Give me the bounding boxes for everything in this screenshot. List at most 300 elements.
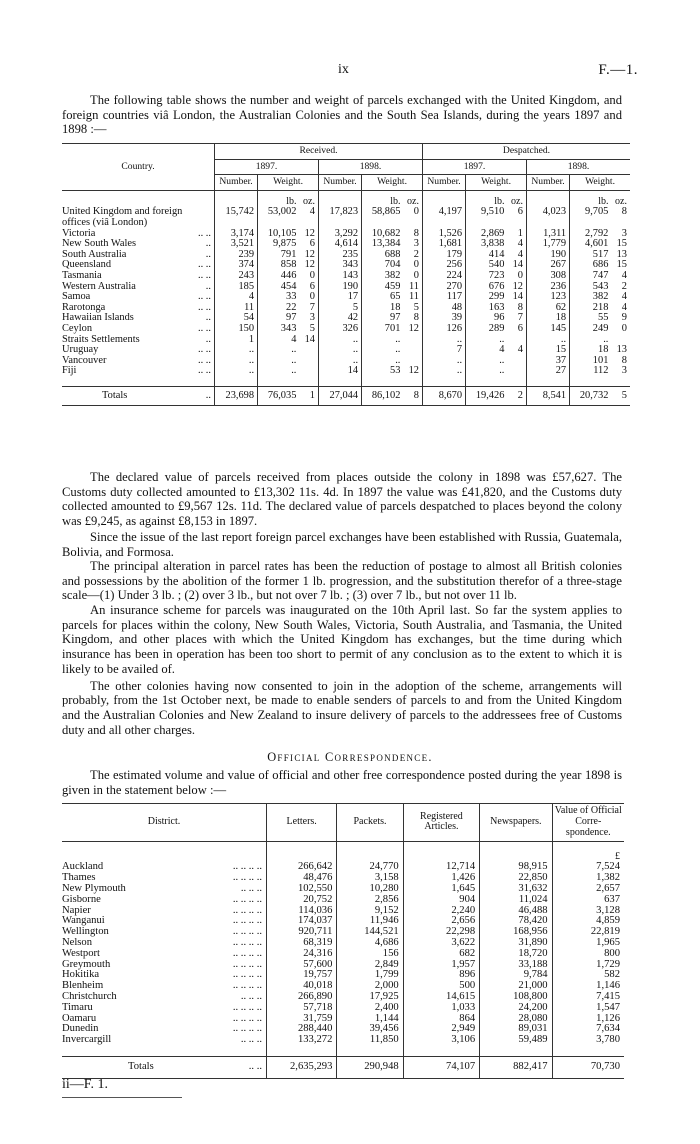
registered-cell: 1,645 — [403, 884, 479, 895]
table-row — [62, 1035, 624, 1056]
parcels-table — [62, 143, 630, 406]
number-cell: .. — [215, 345, 258, 356]
district-name: Timaru — [62, 1001, 93, 1013]
number-cell: 15 — [527, 345, 570, 356]
country-name: Vancouver — [62, 354, 107, 366]
packets-cell: 144,521 — [337, 927, 403, 938]
lb-value: 414 — [488, 248, 505, 260]
weight-cell — [258, 345, 319, 356]
newspapers-cell: 31,890 — [480, 938, 552, 949]
district-name: Wellington — [62, 926, 109, 938]
value-cell: 7,524 — [552, 862, 624, 873]
district-name: Hokitika — [62, 969, 100, 981]
number-cell: 27 — [527, 366, 570, 386]
oz-value: 9 — [621, 312, 627, 324]
lb-value: .. — [291, 365, 297, 377]
number-cell: 185 — [215, 282, 258, 293]
lb-value: 101 — [592, 354, 609, 366]
country-name: Samoa — [62, 291, 91, 303]
oz-value: 0 — [413, 206, 419, 218]
packets-cell: 9,152 — [337, 906, 403, 917]
letters-cell: 174,037 — [267, 916, 337, 927]
leader-dots: .. .. .. .. — [232, 872, 262, 884]
table-row — [62, 356, 630, 367]
packets-cell: 1,799 — [337, 970, 403, 981]
oz-value: 0 — [309, 269, 315, 281]
weight-cell — [466, 345, 527, 356]
lb-value: 454 — [280, 280, 297, 292]
number-cell: 150 — [215, 324, 258, 335]
total-newspapers-cell: 882,417 — [480, 1056, 552, 1078]
footer-rule — [62, 1097, 182, 1098]
country-name: United Kingdom and foreign offices (viâ London) — [62, 206, 183, 228]
lb-unit: lb. — [494, 195, 505, 207]
total-packets-cell: 290,948 — [337, 1056, 403, 1078]
number-cell: 224 — [423, 271, 466, 282]
newspapers-header: Newspapers. — [480, 804, 552, 841]
leader-dots: .. .. .. .. — [232, 980, 262, 992]
table-row — [62, 949, 624, 960]
weight-cell — [258, 324, 319, 335]
registered-cell: 3,106 — [403, 1035, 479, 1056]
number-cell: .. — [319, 356, 362, 367]
leader-dots: .. .. .. .. — [232, 1001, 262, 1013]
lb-value: 97 — [286, 312, 297, 324]
total-lb-value: 86,102 — [371, 389, 401, 401]
lb-value: 163 — [488, 301, 505, 313]
lb-value: 517 — [592, 248, 609, 260]
oz-value: 2 — [413, 248, 419, 260]
letters-cell: 57,718 — [267, 1003, 337, 1014]
number-cell: 256 — [423, 260, 466, 271]
year-header: 1898. — [527, 159, 631, 175]
table-row — [62, 207, 630, 228]
number-cell: 308 — [527, 271, 570, 282]
registered-cell: 1,033 — [403, 1003, 479, 1014]
newspapers-cell: 78,420 — [480, 916, 552, 927]
lb-value: .. — [499, 354, 505, 366]
total-weight-cell — [466, 386, 527, 406]
district-name: Invercargill — [62, 1034, 112, 1046]
lb-value: 58,865 — [371, 206, 401, 218]
oz-value: 4 — [621, 291, 627, 303]
unit-row — [62, 841, 624, 862]
lb-value: 4 — [291, 333, 297, 345]
country-name: Queensland — [62, 259, 112, 271]
registered-cell: 2,949 — [403, 1024, 479, 1035]
leader-dots: .. .. — [198, 269, 211, 281]
value-cell: 582 — [552, 970, 624, 981]
leader-dots: .. .. .. .. — [232, 893, 262, 905]
parcels-table-body — [62, 190, 630, 406]
oz-value: 8 — [621, 354, 627, 366]
oz-value: 13 — [616, 248, 627, 260]
number-cell: 243 — [215, 271, 258, 282]
number-cell: 239 — [215, 250, 258, 261]
oz-value: 3 — [413, 238, 419, 250]
lb-value: 249 — [592, 322, 609, 334]
number-cell: 235 — [319, 250, 362, 261]
country-name: Uruguay — [62, 344, 99, 356]
number-cell: 190 — [527, 250, 570, 261]
number-cell: 37 — [527, 356, 570, 367]
newspapers-cell: 21,000 — [480, 981, 552, 992]
weight-unit-cell — [570, 190, 630, 207]
district-cell — [62, 895, 267, 906]
lb-value: 676 — [488, 280, 505, 292]
unit-spacer — [62, 841, 267, 862]
oz-value: 3 — [621, 365, 627, 377]
leader-dots: .. — [205, 238, 211, 250]
packets-cell: 3,158 — [337, 873, 403, 884]
newspapers-cell: 9,784 — [480, 970, 552, 981]
lb-value: 13,384 — [371, 238, 401, 250]
weight-cell — [258, 207, 319, 228]
year-header: 1897. — [215, 159, 319, 175]
letters-cell: 40,018 — [267, 981, 337, 992]
oz-value: 5 — [413, 301, 419, 313]
unit-spacer — [267, 841, 337, 862]
lb-value: 10,105 — [267, 227, 297, 239]
leader-dots: .. .. — [198, 365, 211, 377]
leader-dots: .. .. — [198, 301, 211, 313]
number-cell: 123 — [527, 292, 570, 303]
number-cell: 236 — [527, 282, 570, 293]
value-cell: 3,780 — [552, 1035, 624, 1056]
value-cell: 1,547 — [552, 1003, 624, 1014]
packets-cell: 17,925 — [337, 992, 403, 1003]
total-number-cell: 8,541 — [527, 386, 570, 406]
letters-cell: 31,759 — [267, 1014, 337, 1025]
table-row — [62, 292, 630, 303]
page-number: ix — [338, 62, 349, 77]
total-lb-value: 20,732 — [579, 389, 609, 401]
oz-value: 11 — [408, 280, 419, 292]
lb-value: 53,002 — [267, 206, 297, 218]
lb-value: 18 — [598, 344, 609, 356]
lb-value: 543 — [592, 280, 609, 292]
number-cell: 15,742 — [215, 207, 258, 228]
packets-cell: 2,400 — [337, 1003, 403, 1014]
value-cell: 637 — [552, 895, 624, 906]
leader-dots: .. .. .. .. — [232, 936, 262, 948]
country-cell — [62, 207, 215, 228]
number-cell: 267 — [527, 260, 570, 271]
lb-value: 3,838 — [481, 238, 505, 250]
weight-header: Weight. — [258, 175, 319, 191]
oz-value: 8 — [413, 312, 419, 324]
number-cell: 7 — [423, 345, 466, 356]
packets-cell: 2,000 — [337, 981, 403, 992]
newspapers-cell: 46,488 — [480, 906, 552, 917]
lb-value: .. — [395, 354, 401, 366]
lb-value: 446 — [280, 269, 297, 281]
number-cell: 126 — [423, 324, 466, 335]
currency-unit: £ — [552, 841, 624, 862]
oz-value: 12 — [512, 280, 523, 292]
oz-value: 7 — [309, 301, 315, 313]
leader-dots: .. .. .. — [240, 1034, 262, 1046]
lb-value: .. — [603, 333, 609, 345]
lb-value: 858 — [280, 259, 297, 271]
weight-cell — [362, 207, 423, 228]
total-lb-value: 76,035 — [267, 389, 297, 401]
official-table-body — [62, 841, 624, 1078]
country-name: Rarotonga — [62, 301, 106, 313]
lb-value: 2,792 — [585, 227, 609, 239]
number-cell: .. — [423, 356, 466, 367]
lb-value: 96 — [494, 312, 505, 324]
weight-cell — [466, 324, 527, 335]
district-name: Blenheim — [62, 980, 104, 992]
lb-value: .. — [395, 333, 401, 345]
packets-cell: 1,144 — [337, 1014, 403, 1025]
country-name: New South Wales — [62, 238, 137, 250]
value-cell: 7,634 — [552, 1024, 624, 1035]
value-cell: 4,859 — [552, 916, 624, 927]
lb-value: 704 — [384, 259, 401, 271]
lb-value: 53 — [390, 365, 401, 377]
oz-value: 6 — [517, 206, 523, 218]
lb-value: 65 — [390, 291, 401, 303]
leader-dots: .. .. .. .. — [232, 904, 262, 916]
leader-dots: .. .. — [198, 227, 211, 239]
oz-value: 4 — [621, 301, 627, 313]
number-cell: 4,023 — [527, 207, 570, 228]
leader-dots: .. — [205, 389, 211, 401]
oz-value: 4 — [517, 248, 523, 260]
leader-dots: .. .. — [248, 1060, 262, 1072]
value-cell: 3,128 — [552, 906, 624, 917]
number-cell: 3,292 — [319, 229, 362, 240]
registered-cell: 1,957 — [403, 960, 479, 971]
letters-cell: 68,319 — [267, 938, 337, 949]
leader-dots: .. — [205, 248, 211, 260]
oz-value: 5 — [309, 322, 315, 334]
value-cell: 1,729 — [552, 960, 624, 971]
oz-value: 0 — [413, 269, 419, 281]
table-row — [62, 345, 630, 356]
district-name: Dunedin — [62, 1023, 99, 1035]
registered-cell: 2,656 — [403, 916, 479, 927]
newspapers-cell: 11,024 — [480, 895, 552, 906]
oz-value: 8 — [413, 227, 419, 239]
number-cell: .. — [215, 366, 258, 386]
oz-value: 0 — [517, 269, 523, 281]
paragraph: The other colonies having now consented to join in the adoption of the scheme, arrangements will probably, from the 1st October next, be made to enable senders of parcels to and from the United Kingdom and the Australian Colonies and New Zealand to insure delivery of parcels to the addressees free of Customs duty and all other charges. — [62, 678, 622, 737]
letters-cell: 266,890 — [267, 992, 337, 1003]
lb-value: 22 — [286, 301, 297, 313]
oz-value: 8 — [517, 301, 523, 313]
total-registered-cell: 74,107 — [403, 1056, 479, 1078]
number-header: Number. — [319, 175, 362, 191]
district-cell — [62, 1035, 267, 1056]
table-row — [62, 895, 624, 906]
oz-unit: oz. — [615, 195, 627, 207]
leader-dots: .. .. .. — [240, 990, 262, 1002]
received-header: Received. — [215, 144, 423, 160]
number-cell: 5 — [319, 303, 362, 314]
number-cell: .. — [423, 335, 466, 346]
table-row — [62, 271, 630, 282]
number-cell: .. — [423, 366, 466, 386]
oz-value: 4 — [517, 238, 523, 250]
lb-value: 791 — [280, 248, 297, 260]
number-cell: 17,823 — [319, 207, 362, 228]
oz-value: 3 — [309, 312, 315, 324]
table-row — [62, 366, 630, 386]
weight-cell — [466, 207, 527, 228]
number-cell: 326 — [319, 324, 362, 335]
number-cell: 343 — [319, 260, 362, 271]
district-name: Westport — [62, 947, 100, 959]
newspapers-cell: 33,188 — [480, 960, 552, 971]
number-cell: .. — [319, 335, 362, 346]
unit-spacer — [480, 841, 552, 862]
oz-value: 7 — [517, 312, 523, 324]
weight-unit-cell — [258, 190, 319, 207]
registered-cell: 1,426 — [403, 873, 479, 884]
packets-cell: 10,280 — [337, 884, 403, 895]
number-cell: 62 — [527, 303, 570, 314]
weight-cell — [466, 271, 527, 282]
totals-label-cell — [62, 386, 215, 406]
weight-cell — [570, 271, 630, 282]
lb-value: 9,705 — [585, 206, 609, 218]
packets-cell: 4,686 — [337, 938, 403, 949]
number-cell: 1,779 — [527, 239, 570, 250]
weight-cell — [362, 271, 423, 282]
lb-value: 299 — [488, 291, 505, 303]
official-intro: The estimated volume and value of official and other free correspondence posted during the year 1898 is given in the statement below :— — [62, 767, 622, 797]
leader-dots: .. .. .. .. — [232, 969, 262, 981]
newspapers-cell: 28,080 — [480, 1014, 552, 1025]
table-row — [62, 1003, 624, 1014]
number-cell: .. — [215, 356, 258, 367]
weight-cell — [362, 324, 423, 335]
lb-unit: lb. — [390, 195, 401, 207]
weight-cell — [362, 345, 423, 356]
weight-header: Weight. — [466, 175, 527, 191]
lb-value: 4 — [499, 344, 505, 356]
document-reference: F.—1. — [598, 62, 638, 78]
newspapers-cell: 22,850 — [480, 873, 552, 884]
weight-unit-cell — [362, 190, 423, 207]
weight-cell — [362, 335, 423, 346]
newspapers-cell: 59,489 — [480, 1035, 552, 1056]
district-name: Auckland — [62, 861, 104, 873]
number-cell: 143 — [319, 271, 362, 282]
oz-value: 0 — [309, 291, 315, 303]
newspapers-cell: 31,632 — [480, 884, 552, 895]
oz-value: 14 — [512, 259, 523, 271]
paragraph: The principal alteration in parcel rates has been the reduction of postage to almost all British colonies and possessions by the abolition of the former 1 lb. progression, and the substitution therefor of a three-stage scale—(1) Under 3 lb. ; (2) over 3 lb., but not over 7 lb. ; (3) over 7 lb., but not over 11 lb. — [62, 559, 622, 603]
oz-value: 13 — [616, 344, 627, 356]
weight-cell — [466, 356, 527, 367]
unit-spacer — [215, 190, 258, 207]
number-cell: 4,197 — [423, 207, 466, 228]
despatched-header: Despatched. — [423, 144, 631, 160]
leader-dots: .. .. .. .. — [232, 947, 262, 959]
weight-cell — [258, 271, 319, 282]
number-cell: 1 — [215, 335, 258, 346]
number-cell: 17 — [319, 292, 362, 303]
unit-spacer — [423, 190, 466, 207]
number-cell: 1,681 — [423, 239, 466, 250]
leader-dots: .. .. .. .. — [232, 958, 262, 970]
letters-cell: 288,440 — [267, 1024, 337, 1035]
district-name: Oamaru — [62, 1012, 97, 1024]
number-cell: 179 — [423, 250, 466, 261]
totals-row — [62, 386, 630, 406]
oz-value: 12 — [408, 365, 419, 377]
registered-cell: 682 — [403, 949, 479, 960]
country-name: Ceylon — [62, 322, 93, 334]
leader-dots: .. — [205, 280, 211, 292]
table-row — [62, 282, 630, 293]
weight-cell — [258, 366, 319, 386]
totals-label: Totals — [128, 1060, 154, 1072]
registered-cell: 904 — [403, 895, 479, 906]
number-cell: 190 — [319, 282, 362, 293]
country-header: Country. — [62, 144, 215, 191]
oz-value: 6 — [517, 322, 523, 334]
parcels-intro: The following table shows the number and weight of parcels exchanged with the United Kingdom, and foreign countries viâ London, the Australian Colonies and the South Sea Islands, during the years 1897 and 1898 :— — [62, 93, 622, 137]
packets-cell: 2,856 — [337, 895, 403, 906]
oz-value: 4 — [621, 269, 627, 281]
weight-header: Weight. — [570, 175, 630, 191]
oz-value: 8 — [621, 206, 627, 218]
unit-spacer — [403, 841, 479, 862]
number-header: Number. — [215, 175, 258, 191]
district-name: Nelson — [62, 936, 93, 948]
oz-value: 0 — [621, 322, 627, 334]
number-header: Number. — [527, 175, 570, 191]
number-cell: 1,526 — [423, 229, 466, 240]
lb-unit: lb. — [286, 195, 297, 207]
value-cell: 7,415 — [552, 992, 624, 1003]
leader-dots: .. .. .. .. — [232, 1023, 262, 1035]
unit-spacer — [337, 841, 403, 862]
newspapers-cell: 168,956 — [480, 927, 552, 938]
oz-value: 6 — [309, 238, 315, 250]
totals-row — [62, 1056, 624, 1078]
total-weight-cell — [258, 386, 319, 406]
oz-value: 11 — [408, 291, 419, 303]
unit-row — [62, 190, 630, 207]
country-name: Fiji — [62, 365, 77, 377]
number-cell: 54 — [215, 313, 258, 324]
district-name: Napier — [62, 904, 91, 916]
district-header: District. — [62, 804, 267, 841]
oz-value: 12 — [304, 259, 315, 271]
value-cell: 22,819 — [552, 927, 624, 938]
country-name: Tasmania — [62, 269, 102, 281]
value-cell: 800 — [552, 949, 624, 960]
country-name: Straits Settlements — [62, 333, 140, 345]
value-cell: 1,382 — [552, 873, 624, 884]
oz-value: 2 — [621, 280, 627, 292]
year-header: 1898. — [319, 159, 423, 175]
leader-dots: .. .. — [198, 259, 211, 271]
lb-value: .. — [499, 333, 505, 345]
lb-value: .. — [395, 344, 401, 356]
official-correspondence-heading: Official Correspondence. — [267, 749, 433, 764]
oz-unit: oz. — [407, 195, 419, 207]
number-cell: 3,521 — [215, 239, 258, 250]
leader-dots: .. .. — [198, 344, 211, 356]
lb-value: 9,510 — [481, 206, 505, 218]
